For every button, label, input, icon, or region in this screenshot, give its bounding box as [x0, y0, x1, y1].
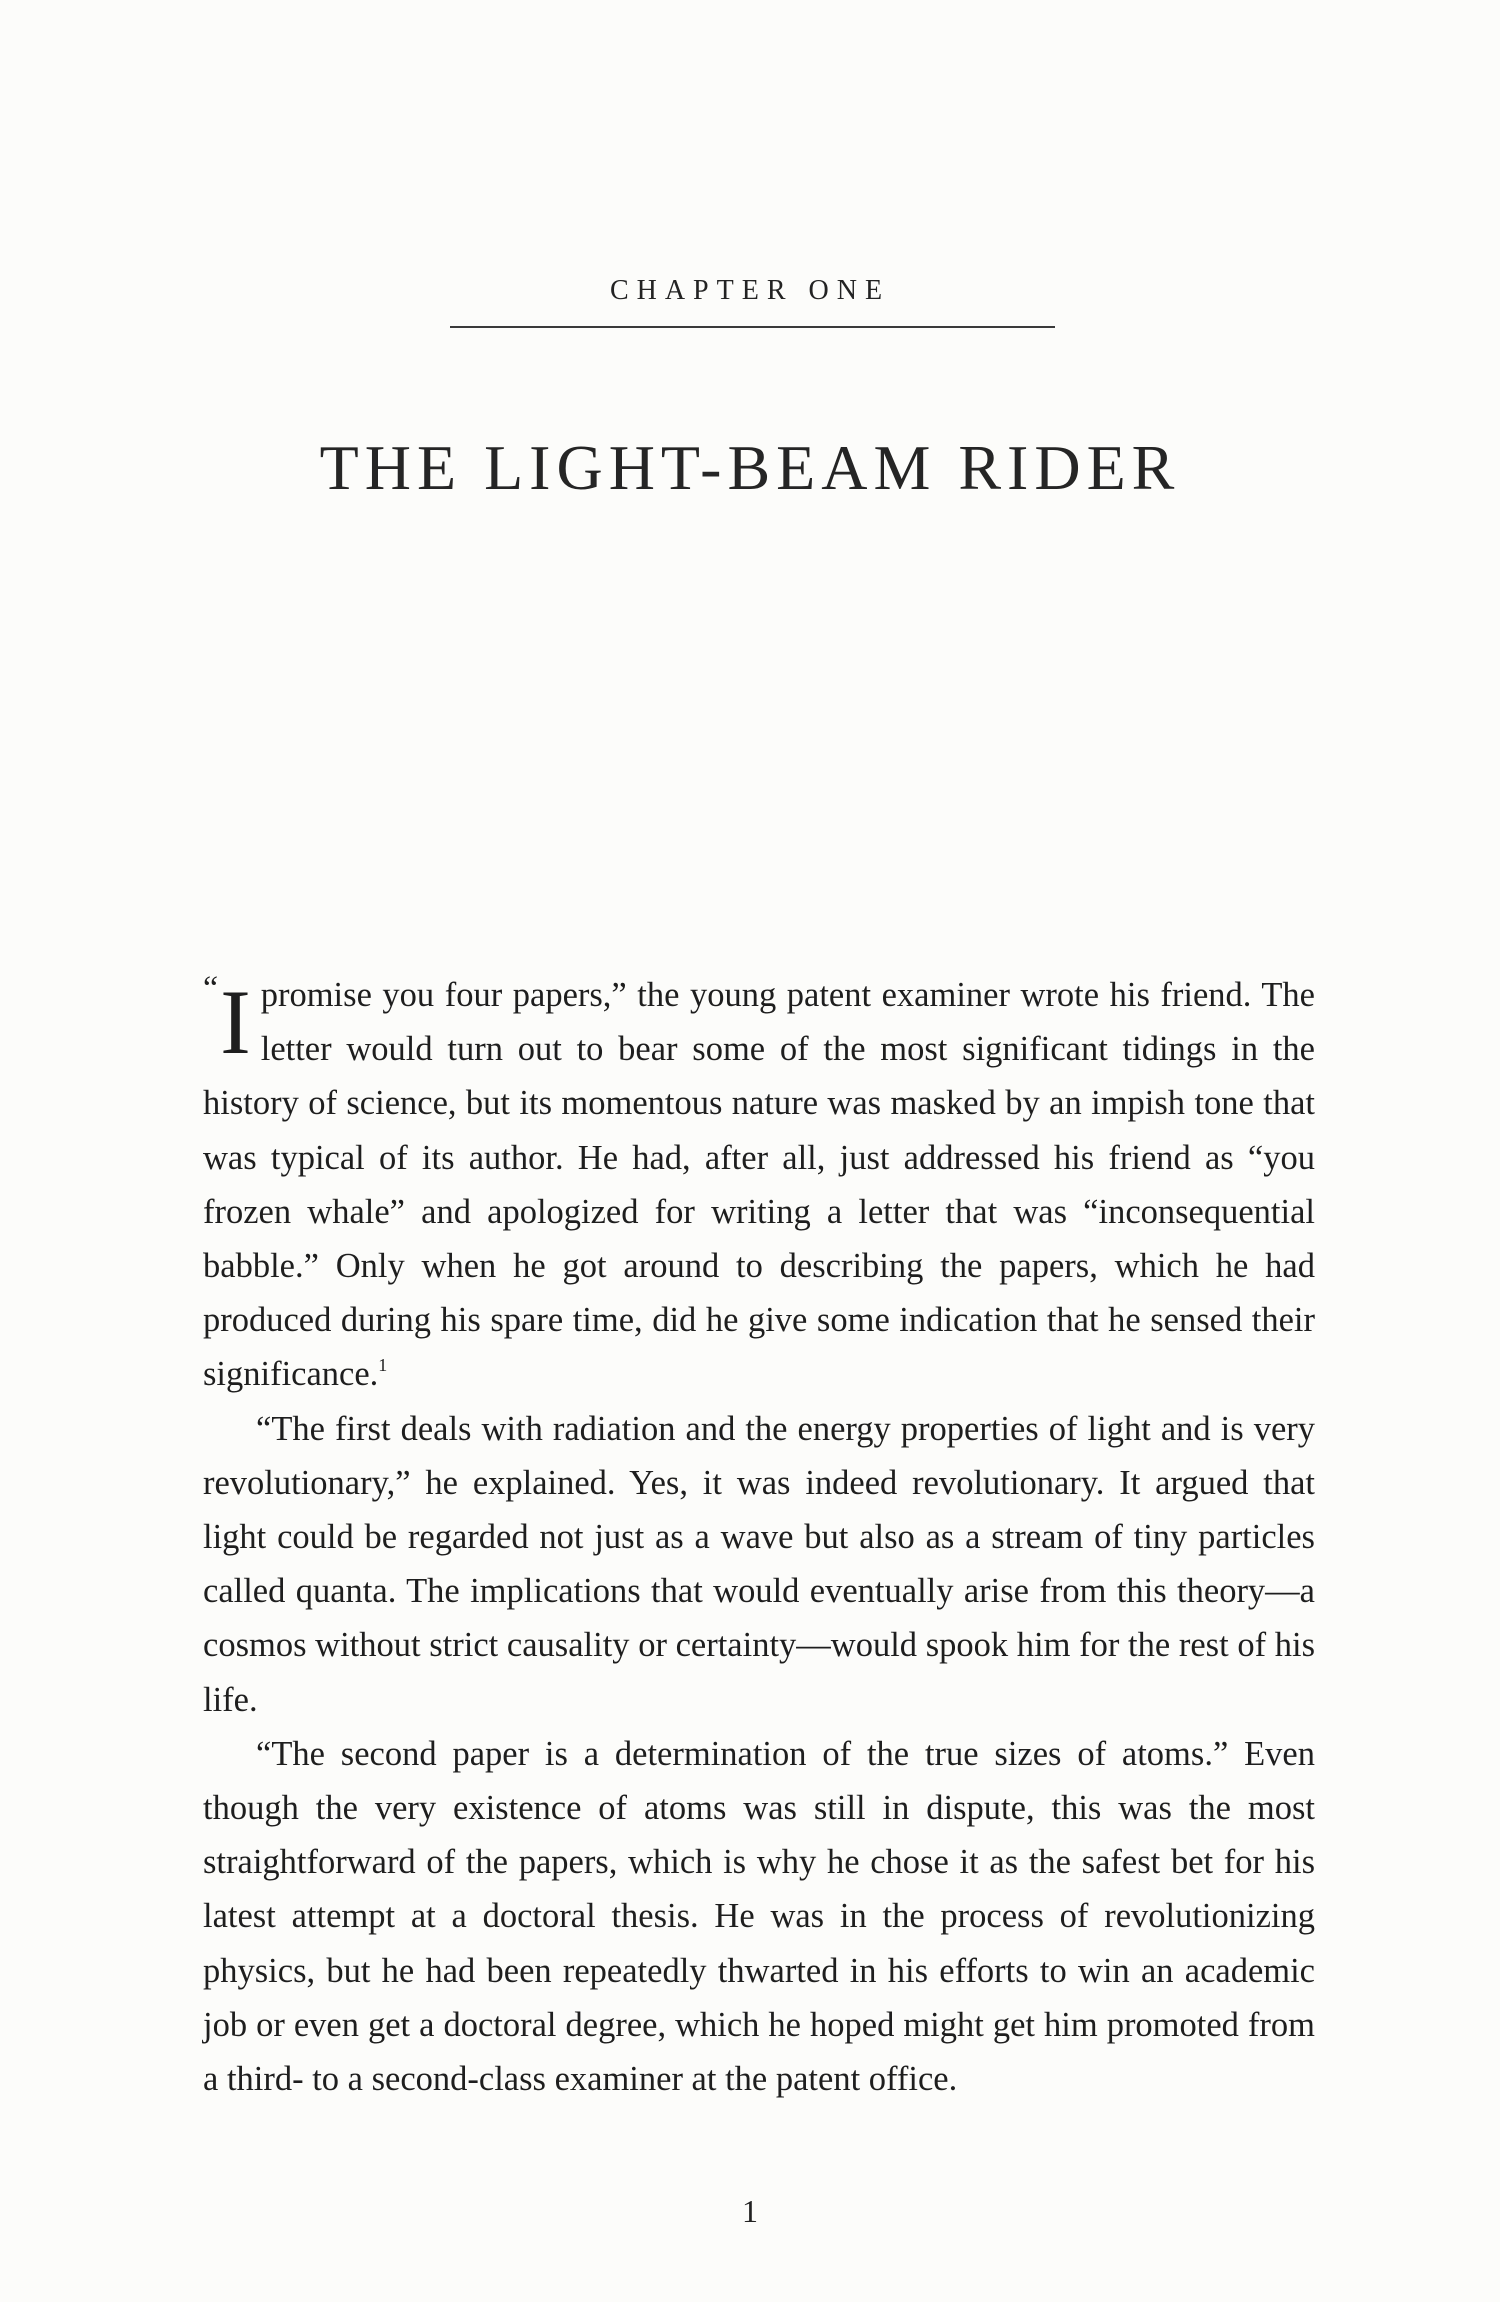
opening-quote-mark: “: [203, 970, 219, 1007]
chapter-rule: [450, 326, 1055, 328]
paragraph-2: “The first deals with radiation and the energy properties of light and is very revolutionary,” he explained. Yes, it was indeed revolutionary. It argued that light could be regarded not just as a wave but also as a stream of tiny particles called quanta. The implications that would eventually arise from this theory—a cosmos without strict causality or certainty—would spook him for the rest of his life.: [203, 1409, 1315, 1719]
chapter-title: THE LIGHT-BEAM RIDER: [319, 431, 1181, 503]
page-number: 1: [742, 2193, 758, 2229]
paragraph-3: “The second paper is a determination of the true sizes of atoms.” Even though the very existence of atoms was still in dispute, this was the most straightforward of the papers, which is why he chose it as the safest bet for his latest attempt at a doctoral thesis. He was in the process of revolutionizing physics, but he had been repeatedly thwarted in his efforts to win an academic job or even get a doctoral degree, which he hoped might get him promoted from a third- to a second-class examiner at the patent office.: [203, 1734, 1315, 2099]
paragraph-1: [203, 968, 1315, 1402]
drop-cap: I: [220, 971, 251, 1073]
footnote-marker[interactable]: 1: [378, 1355, 388, 1376]
chapter-label: CHAPTER ONE: [609, 275, 891, 306]
chapter-body: [203, 968, 1315, 2106]
paragraph-1-text: promise you four papers,” the young patent examiner wrote his friend. The letter would turn out to bear some of the most significant tidings in the history of science, but its momentous nature was masked by an impish tone that was typical of its author. He had, after all, just addressed his friend as “you frozen whale” and apologized for writing a letter that was “inconsequential babble.” Only when he got around to describing the papers, which he had produced during his spare time, did he give some indication that he sensed their significance.: [203, 976, 1315, 1394]
